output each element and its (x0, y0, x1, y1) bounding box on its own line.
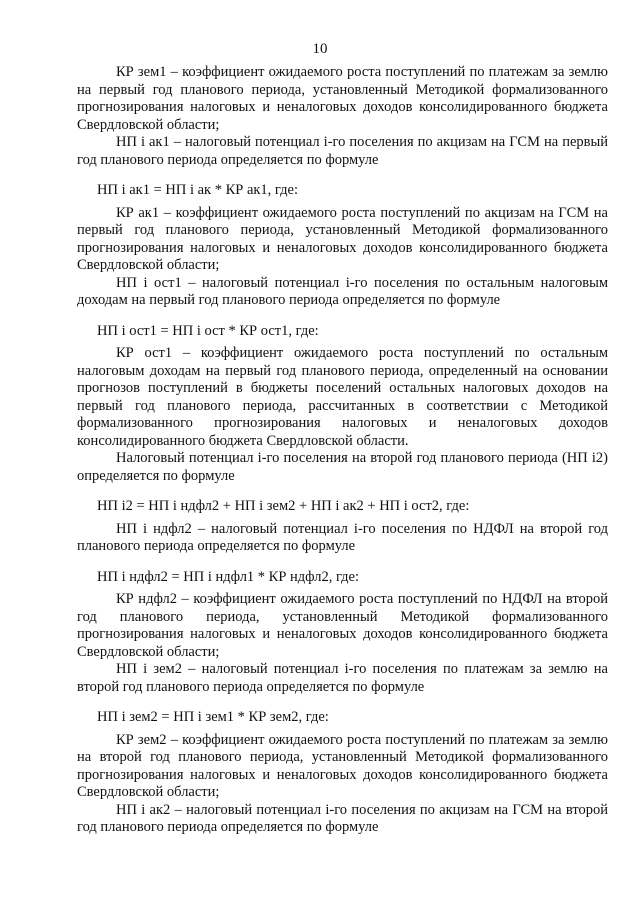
paragraph-kr-ak1: КР ак1 – коэффициент ожидаемого роста поступлений по акцизам на ГСМ на первый год планового периода, установленный Методикой формализованного прогнозирования налоговых и неналоговых доходов консолидированного бюджета Свердловской области; (77, 204, 608, 273)
paragraph-np-i2: Налоговый потенциал i-го поселения на второй год планового периода (НП i2) определяется по формуле (77, 450, 608, 484)
page-number: 10 (312, 41, 328, 57)
formula-np-ndfl2: НП i ндфл2 = НП i ндфл1 * КР ндфл2, где: (97, 568, 360, 585)
paragraph-np-ak2: НП i ак2 – налоговый потенциал i-го поселения по акцизам на ГСМ на второй год планового периода определяется по формуле (77, 801, 608, 835)
formula-np-ak1: НП i ак1 = НП i ак * КР ак1, где: (97, 182, 298, 198)
paragraph-kr-zem2: КР зем2 – коэффициент ожидаемого роста поступлений по платежам за землю на второй год планового периода, установленный Методикой формализованного прогнозирования налоговых и неналоговых доходов консолидированного бюджета Свердловской области; (77, 731, 608, 800)
paragraph-np-ak1: НП i ак1 – налоговый потенциал i-го поселения по акцизам на ГСМ на первый год планового периода определяется по формуле (77, 134, 608, 168)
paragraph-np-ost1: НП i ост1 – налоговый потенциал i-го поселения по остальным налоговым доходам на первый год планового периода определяется по формуле (77, 274, 608, 308)
formula-np-zem2: НП i зем2 = НП i зем1 * КР зем2, где: (97, 709, 329, 725)
paragraph-kr-ndfl2: КР ндфл2 – коэффициент ожидаемого роста поступлений по НДФЛ на второй год планового периода, установленный Методикой формализованного прогнозирования налоговых и неналоговых доходов консолидированного бюджета Свердловской области; (77, 591, 608, 660)
formula-np-i2: НП i2 = НП i ндфл2 + НП i зем2 + НП i ак2 + НП i ост2, где: (97, 498, 470, 514)
paragraph-np-zem2: НП i зем2 – налоговый потенциал i-го поселения по платежам за землю на второй год планового периода определяется по формуле (77, 661, 608, 695)
document-body (77, 64, 608, 837)
paragraph-kr-ost1: КР ост1 – коэффициент ожидаемого роста поступлений по остальным налоговым доходам на первый год планового периода, определенный на основании прогнозов поступлений в бюджеты поселений остальных налоговых доходов на первый год планового периода, рассчитанных в соответствии с Методикой формализованного прогнозирования налоговых и неналоговых доходов консолидированного бюджета Свердловской области. (77, 345, 608, 449)
paragraph-kr-zem1: КР зем1 – коэффициент ожидаемого роста поступлений по платежам за землю на первый год планового периода, установленный Методикой формализованного прогнозирования налоговых и неналоговых доходов консолидированного бюджета Свердловской области; (77, 64, 608, 133)
paragraph-np-ndfl2: НП i ндфл2 – налоговый потенциал i-го поселения по НДФЛ на второй год планового периода определяется по формуле (77, 520, 608, 554)
formula-np-ost1: НП i ост1 = НП i ост * КР ост1, где: (97, 322, 319, 339)
